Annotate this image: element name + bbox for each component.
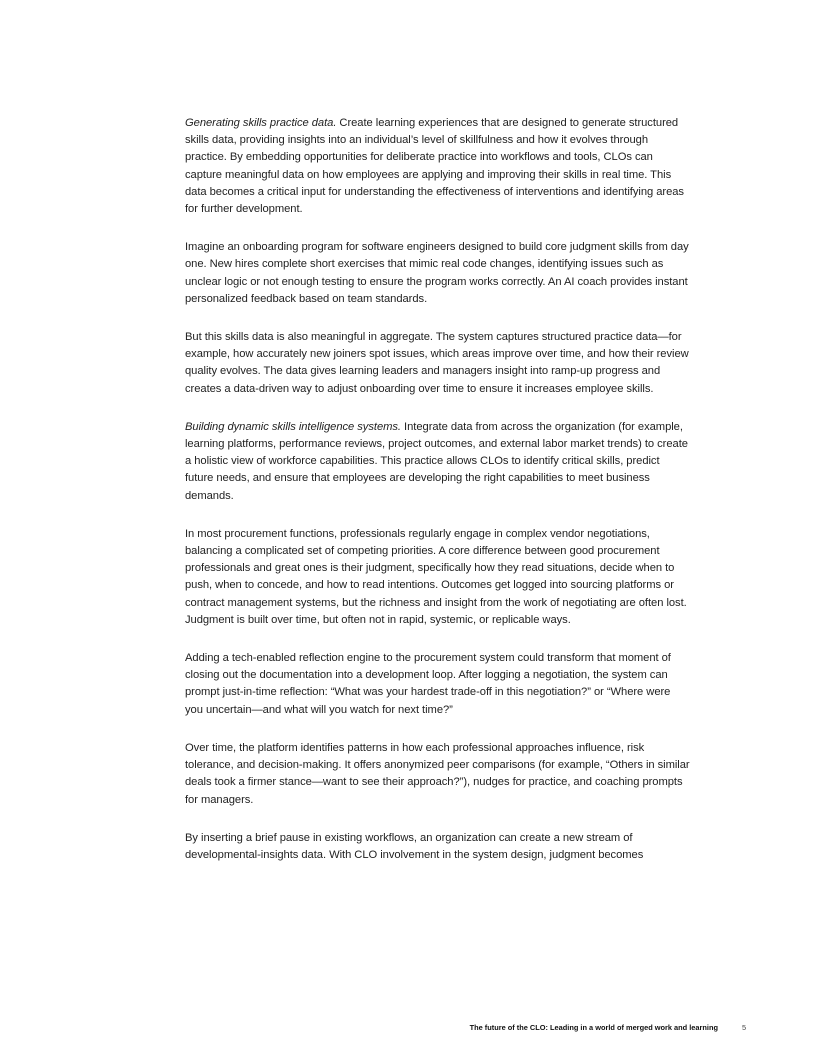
paragraph-text: Over time, the platform identifies patterns in how each professional approaches influence, risk tolerance, and decision-making. It offers anonymized peer comparisons (for example, “Others in similar deals took a firmer stance—want to see their approach?”), nudges for practice, and coaching prompts for managers. <box>185 741 690 806</box>
paragraph-platform-patterns <box>185 740 690 809</box>
body-text <box>185 115 690 885</box>
paragraph-text: By inserting a brief pause in existing workflows, an organization can create a new stream of developmental-insights data. With CLO involvement in the system design, judgment becomes <box>185 831 644 861</box>
paragraph-text: But this skills data is also meaningful in aggregate. The system captures structured practice data—for example, how accurately new joiners spot issues, which areas improve over time, and how their review quality evolves. The data gives learning leaders and managers insight into ramp-up progress and creates a data-driven way to adjust onboarding over time to ensure it increases employee skills. <box>185 331 689 395</box>
paragraph-onboarding-example <box>185 239 690 308</box>
paragraph-generating-skills-practice-data <box>185 115 690 218</box>
paragraph-skills-intelligence-systems <box>185 419 690 505</box>
paragraph-text: Create learning experiences that are designed to generate structured skills data, providing insights into an individual’s level of skillfulness and how it evolves through practice. By embedding opportunities for deliberate practice into workflows and tools, CLOs can capture meaningful data on how employees are applying and improving their skills in real time. This data becomes a critical input for understanding the effectiveness of interventions and identifying areas for further development. <box>185 117 684 216</box>
paragraph-lead-in: Generating skills practice data. <box>185 117 337 129</box>
paragraph-text: Adding a tech-enabled reflection engine to the procurement system could transform that moment of closing out the documentation into a development loop. After logging a negotiation, the system can prompt just-in-time reflection: “What was your hardest trade-off in this negotiation?” or “Where were you uncertain—and what will you watch for next time?” <box>185 652 671 716</box>
paragraph-brief-pause <box>185 830 690 864</box>
paragraph-reflection-engine <box>185 650 690 719</box>
page-number: 5 <box>742 1023 747 1032</box>
paragraph-text: In most procurement functions, professionals regularly engage in complex vendor negotiations, balancing a complicated set of competing priorities. A core difference between good procurement professionals and great ones is their judgment, specifically how they read situations, decide when to push, when to concede, and how to read intentions. Outcomes get logged into sourcing platforms or contract management systems, but the richness and insight from the work of negotiating are often lost. Judgment is built over time, but often not in rapid, systemic, or replicable ways. <box>185 527 687 626</box>
paragraph-text: Integrate data from across the organization (for example, learning platforms, performance reviews, project outcomes, and external labor market trends) to create a holistic view of workforce capabilities. This practice allows CLOs to identify critical skills, predict future needs, and ensure that employees are developing the right capabilities to meet business demands. <box>185 420 688 502</box>
paragraph-procurement-functions <box>185 526 690 629</box>
footer-document-title: The future of the CLO: Leading in a world of merged work and learning <box>469 1023 718 1032</box>
page-footer <box>0 1023 816 1037</box>
paragraph-aggregate-data <box>185 329 690 398</box>
paragraph-text: Imagine an onboarding program for software engineers designed to build core judgment skills from day one. New hires complete short exercises that mimic real code changes, identifying issues such as unclear logic or not enough testing to ensure the program works correctly. An AI coach provides instant personalized feedback based on team standards. <box>185 241 689 305</box>
paragraph-lead-in: Building dynamic skills intelligence systems. <box>185 420 401 433</box>
